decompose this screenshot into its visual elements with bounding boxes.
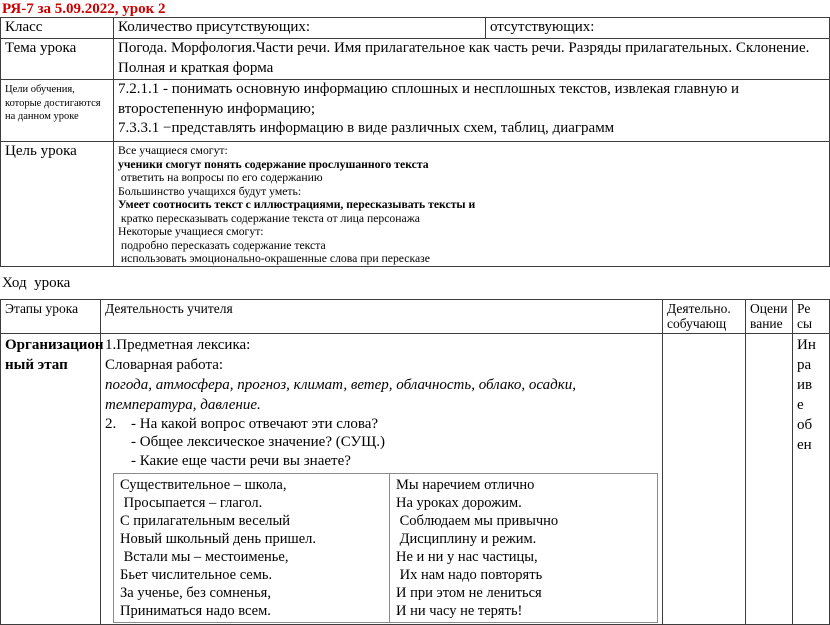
poem-line: Новый школьный день пришел. xyxy=(120,531,317,548)
objectives-text xyxy=(114,80,830,142)
flow-body-row xyxy=(1,333,830,625)
poem-line: Встали мы – местоименье, xyxy=(120,549,289,566)
objectives-label: Цели обучения, которые достигаются на данном уроке xyxy=(1,80,114,142)
resources-text-fragment: ра xyxy=(797,356,812,373)
resources-text-fragment: ив xyxy=(797,376,813,393)
item-number: 2. xyxy=(105,415,117,432)
poem-line: Дисциплину и режим. xyxy=(396,531,537,548)
lesson-info-table xyxy=(0,17,830,267)
column-header-assessment: Оцени вание xyxy=(746,299,793,333)
goal-line: Умеет соотносить текст с иллюстрациями, пересказывать тексты и xyxy=(118,198,476,212)
absent-count-label: отсутствующих: xyxy=(486,18,830,39)
poem-line: И ни часу не терять! xyxy=(396,603,523,620)
activity-line: Словарная работа: xyxy=(105,356,224,373)
poem-line: Мы наречием отлично xyxy=(396,477,535,494)
lesson-flow-heading: Ход урока xyxy=(2,274,71,291)
table-row-objectives xyxy=(1,80,830,142)
poem-line: За ученье, без сомненья, xyxy=(120,585,271,602)
teacher-activity-cell xyxy=(101,333,663,625)
goal-line: Некоторые учащиеся смогут: xyxy=(118,225,264,239)
topic-label: Тема урока xyxy=(1,39,114,80)
resources-text-fragment: е xyxy=(797,396,804,413)
assessment-cell xyxy=(746,333,793,625)
activity-line: 1.Предметная лексика: xyxy=(105,336,251,353)
poem-line: И при этом не лениться xyxy=(396,585,542,602)
poem-left-cell xyxy=(114,474,390,623)
poem-row xyxy=(114,474,658,623)
vocabulary-list: погода, атмосфера, прогноз, климат, ветер, облачность, облако, осадки, температура, давление. xyxy=(105,376,576,413)
resources-text-fragment: об xyxy=(797,416,813,433)
class-label: Класс xyxy=(1,18,114,39)
table-row-goal xyxy=(1,142,830,267)
poem-table xyxy=(113,473,658,623)
column-header-stages: Этапы урока xyxy=(1,299,101,333)
question-line: - Какие еще части речи вы знаете? xyxy=(131,452,351,469)
column-header-resources: Ре сы xyxy=(793,299,830,333)
stage-name: Организацион ный этап xyxy=(1,333,101,625)
column-header-co-learners: Деятельно. собучающ xyxy=(663,299,746,333)
lesson-flow-table xyxy=(0,299,830,625)
question-line: - Общее лексическое значение? (СУЩ.) xyxy=(131,434,386,451)
poem-line: Существительное – школа, xyxy=(120,477,287,494)
goal-text xyxy=(114,142,830,267)
topic-text: Погода. Морфология.Части речи. Имя прилагательное как часть речи. Разряды прилагательных. Склонение. Полная и краткая форма xyxy=(114,39,830,80)
present-count-label: Количество присутствующих: xyxy=(114,18,486,39)
goal-line: подробно пересказать содержание текста xyxy=(118,238,326,252)
goal-line: использовать эмоционально-окрашенные слова при пересказе xyxy=(118,252,430,266)
poem-line: Соблюдаем мы привычно xyxy=(396,513,559,530)
question-text: - На какой вопрос отвечают эти слова? xyxy=(131,415,379,432)
goal-line: ответить на вопросы по его содержанию xyxy=(118,171,323,185)
poem-line: На уроках дорожим. xyxy=(396,495,522,512)
resources-cell xyxy=(793,333,830,625)
poem-line: Просыпается – глагол. xyxy=(120,495,263,512)
flow-header-row xyxy=(1,299,830,333)
poem-line: Приниматься надо всем. xyxy=(120,603,271,620)
table-row-class xyxy=(1,18,830,39)
co-learners-cell xyxy=(663,333,746,625)
goal-line: Большинство учащихся будут уметь: xyxy=(118,184,302,198)
poem-right-cell xyxy=(390,474,658,623)
resources-text-fragment: Ин xyxy=(797,336,816,353)
poem-line: С прилагательным веселый xyxy=(120,513,291,530)
table-row-topic xyxy=(1,39,830,80)
poem-line: Бьет числительное семь. xyxy=(120,567,273,584)
column-header-teacher-activity: Деятельность учителя xyxy=(101,299,663,333)
resources-text-fragment: ен xyxy=(797,436,812,453)
question-line xyxy=(105,415,658,434)
objective-item: 7.2.1.1 - понимать основную информацию сплошных и несплошных текстов, извлекая главную и второстепенную информацию; xyxy=(118,81,740,117)
goal-line: ученики смогут понять содержание прослушанного текста xyxy=(118,157,429,171)
goal-line: Все учащиеся смогут: xyxy=(118,144,228,157)
goal-label: Цель урока xyxy=(1,142,114,267)
goal-line: кратко пересказывать содержание текста от лица персонажа xyxy=(118,211,420,225)
poem-line: Их нам надо повторять xyxy=(396,567,543,584)
objective-item: 7.3.3.1 −представлять информацию в виде различных схем, таблиц, диаграмм xyxy=(118,120,615,136)
poem-line: Не и ни у нас частицы, xyxy=(396,549,538,566)
document-title: РЯ-7 за 5.09.2022, урок 2 xyxy=(2,1,166,17)
